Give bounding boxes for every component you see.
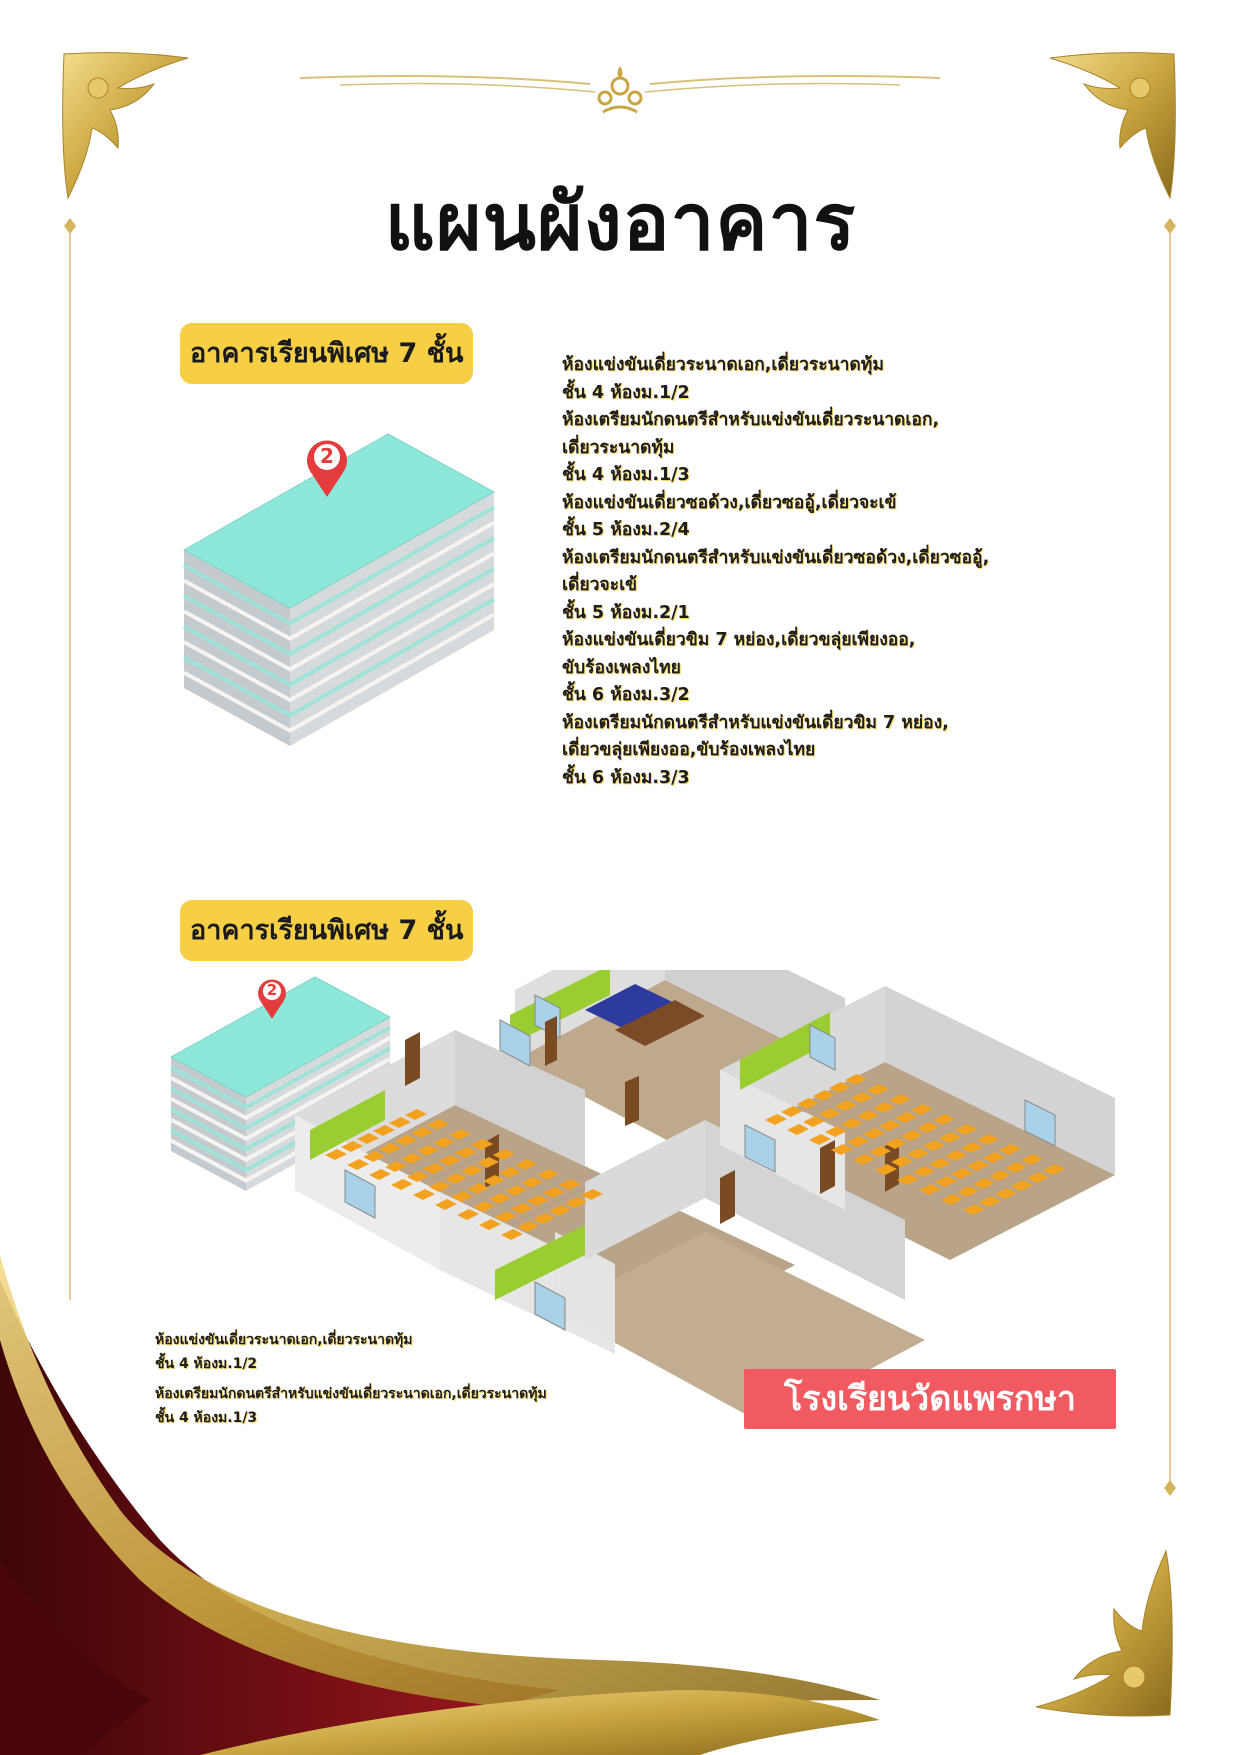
room-list-line: ชั้น 4 ห้องม.1/3	[155, 1410, 258, 1426]
room-list-line: ชั้น 5 ห้องม.2/4	[562, 520, 690, 540]
room-list-line: ชั้น 6 ห้องม.3/2	[562, 685, 690, 705]
corner-ornament-bottom-right	[1030, 1545, 1180, 1720]
building-label-2: อาคารเรียนพิเศษ 7 ชั้น	[180, 900, 473, 961]
room-list-line: ขับร้องเพลงไทย	[562, 657, 681, 678]
room-list-line: ห้องเตรียมนักดนตรีสำหรับแข่งขันเดี่ยวซอด้วง,เดี่ยวซออู้,	[562, 547, 990, 568]
room-list-line: ห้องเตรียมนักดนตรีสำหรับแข่งขันเดี่ยวระนาดเอก,เดี่ยวระนาดทุ้ม	[155, 1386, 547, 1402]
room-list-line: ห้องแข่งขันเดี่ยวระนาดเอก,เดี่ยวระนาดทุ้ม	[155, 1332, 413, 1348]
room-list-line: เดี่ยวจะเข้	[562, 575, 638, 595]
room-list-line: เดี่ยวระนาดทุ้ม	[562, 437, 675, 458]
room-list	[562, 352, 1122, 792]
top-center-ornament	[585, 62, 655, 120]
room-list-line: ห้องแข่งขันเดี่ยวระนาดเอก,เดี่ยวระนาดทุ้ม	[562, 355, 884, 375]
room-list-small	[155, 1328, 547, 1430]
room-list-line: ห้องแข่งขันเดี่ยวซอด้วง,เดี่ยวซออู้,เดี่ยวจะเข้	[562, 492, 897, 513]
room-list-line: ชั้น 4 ห้องม.1/2	[562, 382, 690, 403]
room-list-line: ห้องแข่งขันเดี่ยวขิม 7 หย่อง,เดี่ยวขลุ่ยเพียงออ,	[562, 630, 916, 650]
room-list-line: ชั้น 6 ห้องม.3/3	[562, 767, 690, 788]
location-marker-number-small: 2	[266, 981, 278, 999]
room-list-line: เดี่ยวขลุ่ยเพียงออ,ขับร้องเพลงไทย	[562, 740, 816, 760]
room-list-line: ห้องเตรียมนักดนตรีสำหรับแข่งขันเดี่ยวระนาดเอก,	[562, 410, 940, 430]
location-marker-number: 2	[320, 444, 334, 468]
room-list-line: ชั้น 4 ห้องม.1/2	[155, 1356, 258, 1372]
page-title: แผนผังอาคาร	[384, 178, 857, 268]
school-name-banner: โรงเรียนวัดแพรกษา	[744, 1369, 1116, 1429]
room-list-line: ชั้น 4 ห้องม.1/3	[562, 465, 690, 485]
room-list-line: ชั้น 5 ห้องม.2/1	[562, 602, 690, 623]
building-label: อาคารเรียนพิเศษ 7 ชั้น	[180, 323, 473, 384]
room-list-line: ห้องเตรียมนักดนตรีสำหรับแข่งขันเดี่ยวขิม 7 หย่อง,	[562, 712, 949, 733]
